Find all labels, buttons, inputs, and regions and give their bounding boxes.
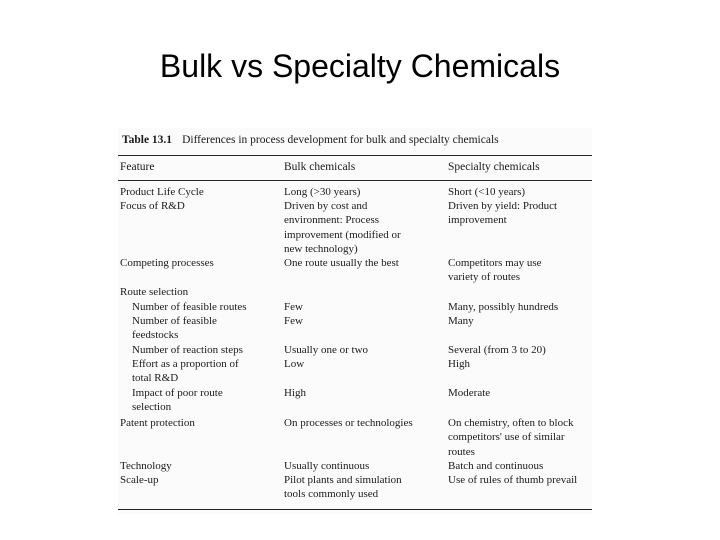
table-cell-specialty: Short (<10 years)	[448, 186, 526, 198]
table-cell-specialty: Several (from 3 to 20)	[448, 344, 546, 356]
table-cell-feature: Effort as a proportion of total R&D	[132, 358, 239, 385]
table-caption-text: Differences in process development for bulk and specialty chemicals	[182, 134, 499, 146]
table-caption	[122, 134, 499, 146]
table-cell-bulk: Long (>30 years)	[284, 186, 361, 198]
slide-title: Bulk vs Specialty Chemicals	[159, 48, 561, 84]
table-cell-specialty: Competitors may use variety of routes	[448, 257, 542, 284]
table-cell-bulk: One route usually the best	[284, 257, 399, 269]
table-cell-feature: Scale-up	[120, 474, 159, 486]
table-cell-feature: Product Life Cycle	[120, 186, 204, 198]
table-cell-feature: Technology	[120, 460, 172, 472]
table-cell-specialty: Driven by yield: Product improvement	[448, 200, 558, 227]
table-cell-bulk: Few	[284, 301, 303, 313]
table-cell-feature: Patent protection	[120, 417, 195, 429]
table-cell-bulk: Pilot plants and simulation tools commonly used	[284, 474, 402, 501]
table-cell-bulk: Usually one or two	[284, 344, 369, 356]
table-cell-specialty: Moderate	[448, 387, 491, 399]
table-cell-specialty: Use of rules of thumb prevail	[448, 474, 578, 486]
table-cell-feature: Impact of poor route selection	[132, 387, 223, 414]
header-specialty: Specialty chemicals	[448, 161, 540, 173]
table-cell-feature: Focus of R&D	[120, 200, 185, 212]
header-rule	[118, 180, 592, 181]
table-cell-bulk: Usually continuous	[284, 460, 370, 472]
table-cell-feature: Number of feasible feedstocks	[132, 315, 217, 342]
table-cell-feature: Competing processes	[120, 257, 214, 269]
top-rule	[118, 155, 592, 156]
table-cell-bulk: On processes or technologies	[284, 417, 413, 429]
table-cell-bulk: Driven by cost and environment: Process improvement (modified or new technology)	[284, 200, 401, 256]
header-bulk: Bulk chemicals	[284, 161, 356, 173]
bottom-rule	[118, 509, 592, 510]
table-cell-feature: Number of reaction steps	[132, 344, 243, 356]
table-cell-specialty: Many	[448, 315, 474, 327]
table-cell-bulk: High	[284, 387, 306, 399]
table-cell-feature: Number of feasible routes	[132, 301, 247, 313]
table-cell-specialty: On chemistry, often to block competitors' use of similar routes	[448, 417, 574, 458]
table-cell-bulk: Low	[284, 358, 305, 370]
table-cell-feature: Route selection	[120, 286, 189, 298]
table-cell-specialty: Many, possibly hundreds	[448, 301, 559, 313]
table-cell-bulk: Few	[284, 315, 303, 327]
table-cell-specialty: High	[448, 358, 470, 370]
table-cell-specialty: Batch and continuous	[448, 460, 544, 472]
header-feature: Feature	[120, 161, 155, 173]
scanned-table	[118, 128, 592, 514]
table-label: Table 13.1	[122, 134, 173, 146]
